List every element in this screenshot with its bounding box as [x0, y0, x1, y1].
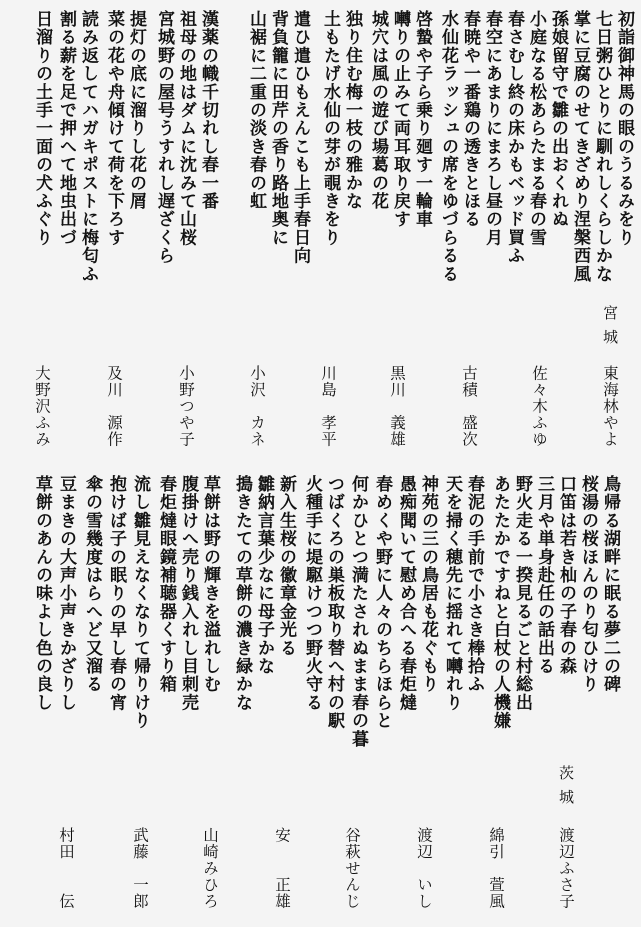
poem: 春泥の手前で小さき棒拾ふ	[464, 475, 484, 694]
author-name: 大野沢ふみ	[33, 365, 51, 448]
poem: 提灯の底に溜りし花の屑	[126, 10, 146, 211]
author-name: 綿引 萱風	[487, 827, 505, 910]
author-name: 渡辺ふさ子	[557, 827, 575, 910]
poem: 祖母の地はダムに沈みて山桜	[176, 10, 196, 247]
poem: 三月や単身赴任の話出る	[534, 475, 554, 676]
author-name: 川島 孝平	[319, 365, 337, 448]
poem: 何かひとつ満たされぬまま春の暮	[348, 475, 368, 748]
poem: 漢薬の幟千切れし春一番	[198, 10, 218, 211]
author-name: 及川 源作	[105, 365, 123, 448]
poem: 豆まきの大声小声きかざりし	[56, 475, 76, 712]
section-ibaraki	[0, 455, 641, 927]
poem: 傘の雪幾度はらへど又溜る	[82, 475, 102, 694]
poem: 土もたげ水仙の芽が覗きをり	[320, 10, 340, 247]
poem: 春めくや野に人々のちらほらと	[372, 475, 392, 730]
poem: 春炬燵眼鏡補聴器くすり箱	[156, 475, 176, 694]
author-name: 黒川 義雄	[388, 365, 406, 448]
poem: あたたかですねと白杖の人機嫌	[490, 475, 510, 730]
poem: 天を掃く穂先に揺れて囀れり	[442, 475, 462, 712]
poem: 愚痴聞いて慰め合へる春炬燵	[396, 475, 416, 712]
poem: 雛納言葉少なに母子かな	[254, 475, 274, 676]
author-name: 小沢 カネ	[248, 365, 266, 448]
poem: 独り住む梅一枝の雅かな	[342, 10, 362, 211]
poem: 割る薪を足で押へて地虫出づ	[56, 10, 76, 247]
poem: 流し雛見えなくなりて帰りけり	[130, 475, 150, 730]
poem: 孫娘留守で雛の出おくれぬ	[548, 10, 568, 229]
poem: 宮城野の屋号うすれし遅ざくら	[154, 10, 174, 265]
section-miyagi	[0, 0, 641, 460]
poem: 野火走る一揆見るごと村総出	[512, 475, 532, 712]
author-name: 谷萩せんじ	[343, 827, 361, 910]
poem: 春さむし終の床かもベッド買ふ	[504, 10, 524, 265]
author-name: 古積 盛次	[460, 365, 478, 448]
poem: 山裾に二重の淡き春の虹	[246, 10, 266, 211]
poem: 水仙花ラッシュの席をゆづらるる	[438, 10, 458, 283]
poem: 腹掛けへ売り銭入れし目刺売	[178, 475, 198, 712]
poem: 口笛は若き杣の子春の森	[556, 475, 576, 676]
poem: 春暁や一番鶏の透きとほる	[460, 10, 480, 229]
poem: 桜湯の桜ほんのり匂ひけり	[578, 475, 598, 694]
poem: 掌に豆腐のせてきざめり涅槃西風	[570, 10, 590, 283]
author-name: 佐々木ふゆ	[530, 365, 548, 448]
author-name: 安 正雄	[273, 827, 291, 910]
poem: 春空にあまりにまろし昼の月	[482, 10, 502, 247]
poem: 読み返してハガキポストに梅匂ふ	[78, 10, 98, 283]
poem: 城穴は風の遊び場葛の花	[368, 10, 388, 211]
poem: 搗きたての草餅の濃き緑かな	[232, 475, 252, 712]
prefecture-label: 茨城	[557, 765, 575, 813]
author-name: 小野つや子	[177, 365, 195, 448]
poem: 遣ひ遣ひもえんこも上手春日向	[290, 10, 310, 265]
poem: 日溜りの土手一面の犬ふぐり	[32, 10, 52, 247]
poem: 火種手に堤駆けつつ野火守る	[302, 475, 322, 712]
poem: 抱けば子の眠りの早し春の宵	[106, 475, 126, 712]
poem: 七日粥ひとりに馴れしくらしかな	[592, 10, 612, 283]
poem: 初詣御神馬の眼のうるみをり	[614, 10, 634, 247]
poem: 草餅は野の輝きを溢れしむ	[200, 475, 220, 694]
poem: 囀りの止みて両耳取り戻す	[390, 10, 410, 229]
author-name: 村田 伝	[57, 827, 75, 910]
author-name: 渡辺 いし	[415, 827, 433, 910]
author-name: 東海林やよ	[601, 365, 619, 448]
author-name: 山崎みひろ	[201, 827, 219, 910]
poem: 啓蟄や子ら乗り廻す一輪車	[412, 10, 432, 229]
poem: 草餅のあんの味よし色の良し	[32, 475, 52, 712]
poem: 菜の花や舟傾けて荷を下ろす	[104, 10, 124, 247]
author-name: 武藤 一郎	[131, 827, 149, 910]
poem: 小庭なる松あらたまる春の雪	[526, 10, 546, 247]
poem: 鳥帰る湖畔に眠る夢二の碑	[600, 475, 620, 694]
prefecture-label: 宮城	[601, 305, 619, 353]
poem: 新入生桜の徽章金光る	[276, 475, 296, 657]
poem: つばくろの巣板取り替へ村の駅	[324, 475, 344, 730]
poem: 神苑の三の鳥居も花ぐもり	[418, 475, 438, 694]
poem: 背負籠に田芹の香り路地奥に	[268, 10, 288, 247]
